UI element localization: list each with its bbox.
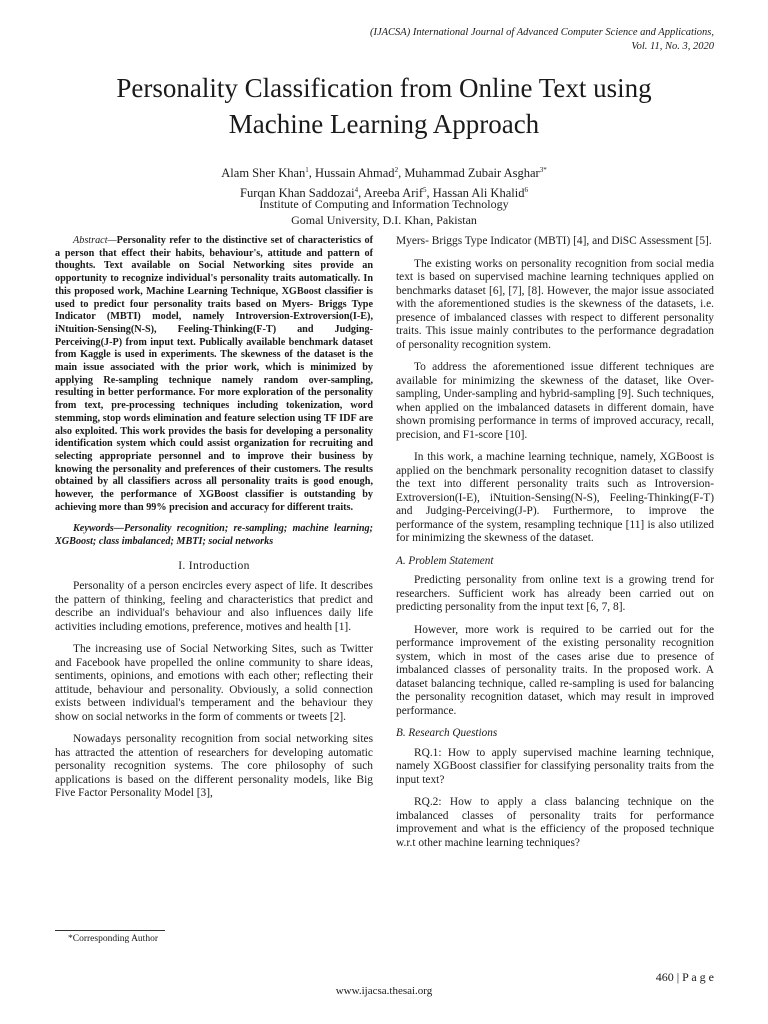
abstract [55, 235, 373, 514]
subsection-heading-research: B. Research Questions [396, 727, 498, 739]
author-list: Alam Sher Khan$^1$, Hussain Ahmad$^2$, Muhammad Zubair Asghar$^{3*}$ Furqan Khan Saddozai$^4$, Areeba Arif$^5$, Hassan Ali Khalid$^6$ [221, 166, 547, 201]
paper-title-line2: Machine Learning Approach [228, 109, 540, 139]
footnote: *Corresponding Author [68, 934, 158, 944]
page-number: 460 | P a g e [655, 970, 714, 984]
paper-title [40, 70, 728, 142]
footer-url-link[interactable]: www.ijacsa.thesai.org [335, 985, 433, 997]
journal-header-line2: Vol. 11, No. 3, 2020 [631, 41, 714, 52]
author-name: Furqan Khan Saddozai [240, 186, 355, 201]
paragraph: However, more work is required to be carried out for the performance improvement of the existing personality recognition system, which in most of the cases arise due to presence of imbalanced classes of personality traits. In the proposed work. A dataset balancing technique, called re-sampling is used for balancing the personality recognition dataset, which may result in improved performance. [396, 623, 714, 717]
paragraph: RQ.1: How to apply supervised machine learning technique, namely XGBoost classifier for classifying personality traits from the input text? [396, 746, 714, 786]
affiliation: Institute of Computing and Information Technology Gomal University, D.I. Khan, Pakistan [259, 197, 509, 227]
author-name: Hassan Ali Khalid [432, 186, 525, 201]
paper-title-line1: Personality Classification from Online Text using [116, 73, 652, 103]
author-name: Areeba Arif [363, 186, 424, 201]
author-name: Alam Sher Khan [221, 166, 306, 181]
keywords: Keywords—Personality recognition; re-sampling; machine learning; XGBoost; class imbalanced; MBTI; social networks [55, 523, 373, 548]
section-heading-introduction: I. Introduction [178, 558, 250, 572]
left-column [55, 235, 373, 810]
subsection-heading-problem: A. Problem Statement [396, 554, 494, 567]
paragraph: Personality of a person encircles every aspect of life. It describes the pattern of thinking, feeling and characteristics that predict and describe an individual's behaviour and also influences daily life activities including emotions, preference, motives and health [1]. [55, 580, 373, 633]
right-column [396, 235, 714, 859]
abstract-text: Personality refer to the distinctive set of characteristics of a person that effect their habits, behaviour's, attitude and pattern of thoughts. Text available on Social Networking sites provide an opportunity to recognize individual's personality traits automatically. In this proposed work, Machine Learning Technique, XGBoost classifier is used to predict four personality traits based on Myers- Briggs Type Indicator (MBTI) model, namely Introversion-Extroversion(I-E), iNtuition-Sensing(N-S), Feeling-Thinking(F-T) and Judging-Perceiving(J-P) from input text. Publically available benchmark dataset from Kaggle is used in experiments. The skewness of the dataset is the main issue associated with the prior work, which is minimized by applying Re-sampling technique namely random over-sampling, resulting in better performance. For more exploration of the personality from text, pre-processing techniques including tokenization, word stemming, stop words elimination and feature selection using TF IDF are also exploited. This work provides the basis for developing a personality identification system which could assist organization for recruiting and selecting appropriate personnel and to improve their business by knowing the personality and preferences of their customers. The results obtained by all classifiers across all personality traits is good enough, however, the performance of XGBoost classifier is outstanding by achieving more than 99% precision and accuracy for different traits. [55, 235, 373, 513]
paragraph: The existing works on personality recognition from social media text is based on supervised machine learning techniques applied on benchmarks dataset [6], [7], [8]. However, the major issue associated with the aforementioned studies is the skewness of the datasets, i.e. presence of imbalanced classes with respect to different personality traits. This issue mainly contributes to the performance degradation of personality recognition system. [396, 257, 714, 351]
footnote-divider [55, 930, 165, 931]
paragraph: The increasing use of Social Networking Sites, such as Twitter and Facebook have propelled the online community to share ideas, sentiments, opinions, and emotions with each other; reflecting their attitude, behaviour and personality. Obviously, a solid connection exists between individual's temperament and the behaviour they show on social networks in the form of comments or tweets [2]. [55, 643, 373, 723]
journal-header-line1: (IJACSA) International Journal of Advanced Computer Science and Applications, [369, 27, 714, 38]
paragraph: To address the aforementioned issue different techniques are available for minimizing the skewness of the dataset, like Over-sampling, Under-sampling and hybrid-sampling [9]. Such techniques, when applied on the imbalanced datasets in different domain, have shown promising performance in terms of improved accuracy, recall, precision, and F1-score [10]. [396, 361, 714, 441]
paragraph: Nowadays personality recognition from social networking sites has attracted the attention of researchers for developing automatic personality recognition systems. The core philosophy of such applications is based on the different personality models, like Big Five Factor Personality Model [3], [55, 733, 373, 800]
paragraph: RQ.2: How to apply a class balancing technique on the imbalanced classes of personality traits for performance improvement and what is the efficiency of the proposed technique w.r.t other machine learning techniques? [396, 796, 714, 849]
paragraph: In this work, a machine learning technique, namely, XGBoost is applied on the benchmark personality recognition dataset to classify the text into different personality traits such as Introversion-Extroversion(I-E), iNtuition-Sensing(N-S), Feeling-Thinking(F-T) and Judging-Perceiving(J-P). Furthermore, to improve the performance of the system, resampling technique [11] is also utilized for minimizing the skewness of the dataset. [396, 451, 714, 544]
author-name: Hussain Ahmad [315, 166, 395, 181]
paragraph: Myers- Briggs Type Indicator (MBTI) [4], and DiSC Assessment [5]. [396, 235, 712, 247]
journal-header [370, 26, 714, 54]
abstract-lead: Abstract— [73, 235, 117, 246]
author-name: Muhammad Zubair Asghar [404, 166, 540, 181]
paragraph: Predicting personality from online text is a growing trend for researchers. Sufficient work has already been carried out on predicting personality from the input text [6, 7, 8]. [396, 574, 714, 613]
